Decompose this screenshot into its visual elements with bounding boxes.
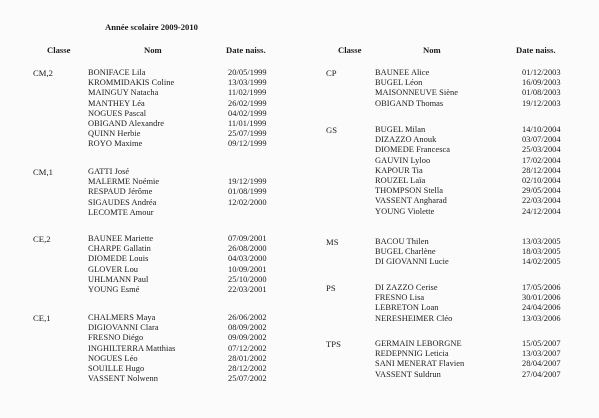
student-name: KROMMIDAKIS Coline — [88, 78, 175, 88]
class-label: GS — [326, 125, 338, 135]
class-label: TPS — [326, 339, 341, 349]
student-name: GLOVER Lou — [88, 264, 139, 274]
student-name: GERMAIN LEBORGNE — [375, 339, 462, 348]
birth-date: 16/09/2003 — [522, 78, 561, 88]
birth-date: 02/10/2004 — [522, 176, 561, 185]
birth-date: 19/12/2003 — [522, 98, 561, 108]
birth-date: 14/02/2005 — [522, 257, 561, 267]
student-name: GATTI José — [88, 167, 130, 176]
class-label: MS — [326, 237, 339, 247]
student-name: BAUNEE Alice — [375, 68, 430, 77]
class-label: CM,1 — [33, 167, 54, 177]
birth-date: 11/01/1999 — [228, 119, 267, 128]
header-nom-left: Nom — [144, 45, 162, 55]
header-classe-right: Classe — [338, 45, 362, 55]
birth-date: 13/03/1999 — [228, 78, 267, 88]
student-name: VASSENT Nolwenn — [88, 374, 159, 384]
student-name: DIOMEDE Francesca — [375, 145, 451, 155]
student-name: MAISONNEUVE Siène — [375, 88, 458, 98]
student-name: DIZAZZO Anouk — [375, 135, 437, 145]
student-name: NOGUES Pascal — [88, 108, 147, 118]
birth-date: 04/02/1999 — [228, 108, 267, 118]
student-name: NERESHEIMER Cléo — [375, 313, 453, 323]
birth-date: 08/09/2002 — [228, 323, 267, 333]
student-name: NOGUES Léo — [88, 353, 138, 363]
class-label: CM,2 — [33, 68, 54, 78]
student-name: LECOMTE Amour — [88, 207, 154, 217]
student-name: UHLMANN Paul — [88, 274, 149, 284]
birth-date: 09/09/2002 — [228, 333, 267, 343]
student-name: OBIGAND Alexandre — [88, 119, 164, 128]
birth-date: 14/10/2004 — [522, 125, 561, 134]
birth-date: 12/02/2000 — [228, 197, 267, 207]
student-name: BUGEL Léon — [375, 78, 423, 88]
birth-date: 20/05/1999 — [228, 68, 267, 77]
student-name: MALERME Noémie — [88, 177, 160, 187]
student-name: SOUILLE Hugo — [88, 364, 145, 373]
birth-date: 28/12/2002 — [228, 364, 267, 373]
birth-date: 29/05/2004 — [522, 186, 561, 196]
birth-date: 01/08/2003 — [522, 88, 561, 98]
student-name: BAUNEE Mariette — [88, 234, 154, 243]
student-name: CHARPE Gallatin — [88, 244, 151, 254]
birth-date: 28/01/2002 — [228, 353, 267, 363]
birth-date: 07/09/2001 — [228, 234, 267, 243]
birth-date: 28/12/2004 — [522, 165, 561, 175]
student-name: VASSENT Suldrun — [375, 369, 441, 379]
student-name: DIGIOVANNI Clara — [88, 323, 159, 333]
birth-date: 22/03/2001 — [228, 285, 267, 294]
birth-date: 11/02/1999 — [228, 88, 267, 98]
student-name: SIGAUDES Andréa — [88, 197, 157, 207]
birth-date: 01/08/1999 — [228, 187, 267, 197]
birth-date: 25/03/2004 — [522, 145, 561, 155]
student-name: SANI MENERAT Flavien — [375, 359, 465, 369]
class-label: CE,1 — [33, 313, 51, 323]
student-name: THOMPSON Stella — [375, 186, 443, 196]
birth-date: 17/02/2004 — [522, 155, 561, 165]
student-name: KAPOUR Tia — [375, 165, 423, 175]
student-name: ROUZEL Laïa — [375, 176, 426, 185]
student-name: OBIGAND Thomas — [375, 98, 444, 108]
header-date-right: Date naiss. — [516, 45, 556, 55]
student-name: FRESNO Lisa — [375, 293, 425, 303]
student-name: REDEPNNIG Leticia — [375, 349, 449, 359]
birth-date: 17/05/2006 — [522, 283, 561, 292]
class-label: PS — [326, 283, 336, 293]
birth-date: 07/12/2002 — [228, 343, 267, 353]
birth-date: 13/03/2006 — [522, 313, 561, 323]
header-nom-right: Nom — [423, 45, 441, 55]
birth-date: 28/04/2007 — [522, 359, 561, 369]
birth-date: 03/07/2004 — [522, 135, 561, 145]
student-name: VASSENT Angharad — [375, 196, 447, 206]
student-name: LEBRETON Loan — [375, 303, 439, 313]
header-classe-left: Classe — [47, 45, 71, 55]
student-name: BUGEL Charlène — [375, 247, 436, 257]
birth-date: 24/04/2006 — [522, 303, 561, 313]
birth-date: 22/03/2004 — [522, 196, 561, 206]
student-name: ROYO Maxime — [88, 139, 143, 149]
birth-date: 27/04/2007 — [522, 369, 561, 379]
class-label: CE,2 — [33, 234, 51, 244]
student-name: MAINGUY Natacha — [88, 88, 159, 98]
birth-date: 01/12/2003 — [522, 68, 561, 77]
student-name: MANTHEY Léa — [88, 98, 145, 108]
student-name: DIOMEDE Louis — [88, 254, 149, 264]
student-name: CHALMERS Maya — [88, 313, 156, 322]
student-name: BONIFACE Lila — [88, 68, 146, 77]
student-name: BUGEL Milan — [375, 125, 426, 134]
student-name: FRESNO Diégo — [88, 333, 144, 343]
birth-date: 19/12/1999 — [228, 177, 267, 187]
student-name: DI ZAZZO Cerise — [375, 283, 438, 292]
birth-date: 15/05/2007 — [522, 339, 561, 348]
birth-date: 24/12/2004 — [522, 206, 561, 216]
birth-date: 26/08/2000 — [228, 244, 267, 254]
header-date-left: Date naiss. — [226, 45, 266, 55]
class-label: CP — [326, 68, 337, 78]
birth-date: 10/09/2001 — [228, 264, 267, 274]
student-name: INGHILTERRA Matthias — [88, 343, 176, 353]
student-name: YOUNG Violette — [375, 206, 435, 216]
birth-date: 09/12/1999 — [228, 139, 267, 149]
student-name: YOUNG Esmé — [88, 285, 140, 294]
birth-date: 25/10/2000 — [228, 274, 267, 284]
birth-date: 25/07/2002 — [228, 374, 267, 384]
birth-date: 04/03/2000 — [228, 254, 267, 264]
page-title: Année scolaire 2009-2010 — [105, 22, 198, 32]
birth-date: 30/01/2006 — [522, 293, 561, 303]
student-name: RESPAUD Jérôme — [88, 187, 153, 197]
birth-date: 13/03/2007 — [522, 349, 561, 359]
student-name: BACOU Thilen — [375, 237, 429, 246]
student-name: GAUVIN Lyloo — [375, 155, 431, 165]
birth-date: 13/03/2005 — [522, 237, 561, 246]
birth-date: 25/07/1999 — [228, 129, 267, 139]
birth-date: 26/02/1999 — [228, 98, 267, 108]
student-name: QUINN Herbie — [88, 129, 141, 139]
birth-date: 18/03/2005 — [522, 247, 561, 257]
student-name: DI GIOVANNI Lucie — [375, 257, 449, 267]
birth-date: 26/06/2002 — [228, 313, 267, 322]
